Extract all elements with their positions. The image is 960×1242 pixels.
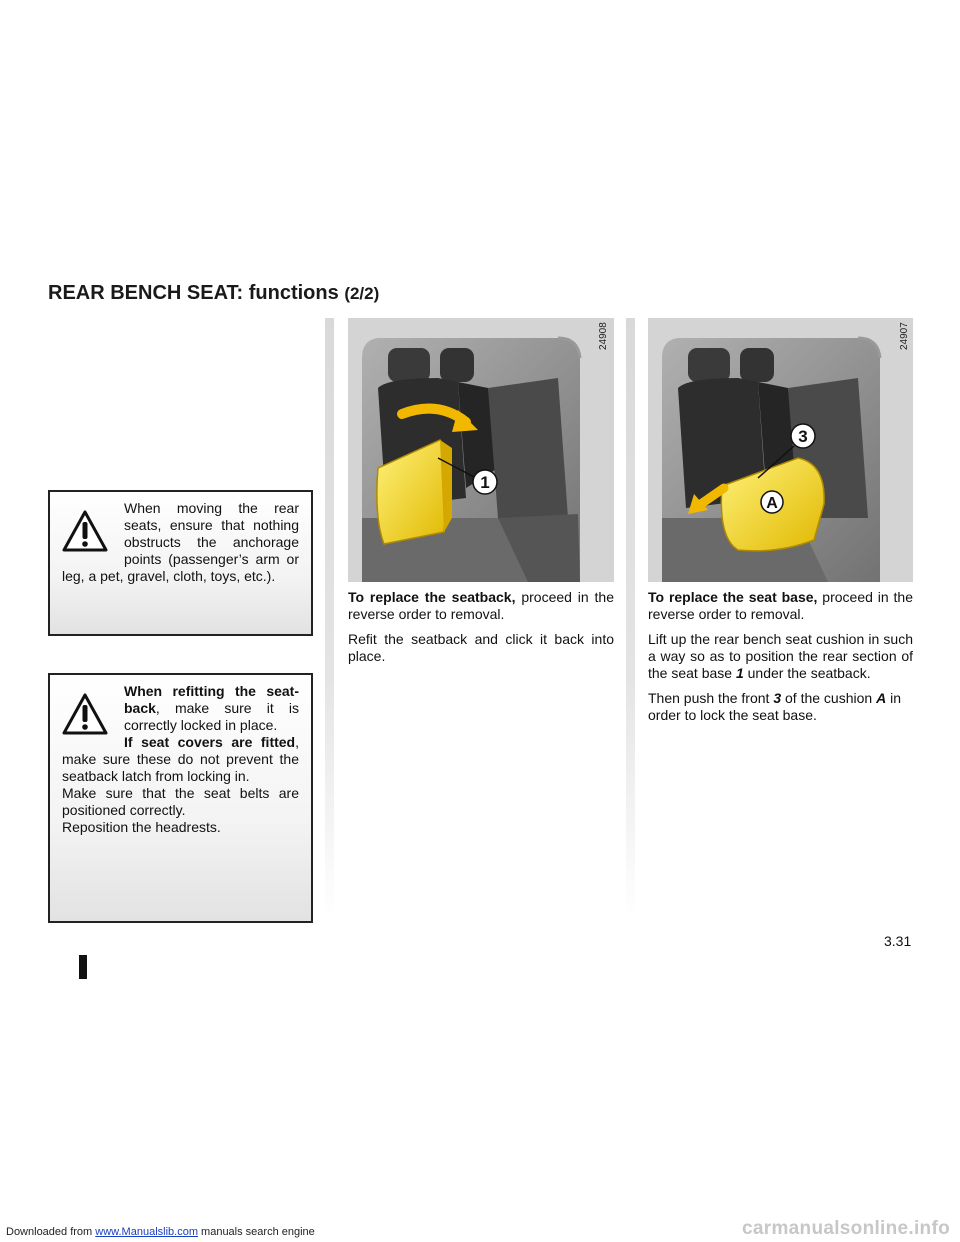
col-2-text: proceed in the reverse order to removal.	[648, 589, 913, 622]
warning-2-para-2	[62, 734, 299, 785]
column-divider-right	[626, 318, 635, 918]
seat-base-illustration	[648, 318, 913, 582]
col-2-para-3	[648, 690, 913, 724]
page-number: 3.31	[884, 933, 912, 949]
col-2-bold: To replace the seat base,	[648, 589, 818, 605]
seatback-illustration	[348, 318, 614, 582]
page-title	[48, 282, 379, 305]
warning-2-bold-1: When refitting the seat-back	[124, 683, 299, 716]
page-edge-marker	[79, 955, 87, 979]
download-note	[6, 1226, 315, 1238]
figure-seatback	[348, 318, 614, 582]
title-sub: (2/2)	[344, 284, 380, 303]
warning-2-bold-2: If seat covers are fitted	[124, 734, 296, 750]
col-2-ref-3: 3	[773, 690, 782, 706]
col-2-ref-1: 1	[735, 665, 744, 681]
col-2-para-3-text-a: Then push the front	[648, 690, 774, 706]
text-column-seatback	[348, 589, 614, 673]
col-1-para-2: Refit the seatback and click it back into place.	[348, 631, 614, 664]
col-2-para-3-text-b: of the cushion	[781, 690, 877, 706]
col-2-para-2	[648, 631, 913, 682]
col-2-ref-a: A	[876, 690, 887, 706]
col-2-para-2-text-b: under the seatback.	[743, 665, 871, 681]
figure-seat-base	[648, 318, 913, 582]
col-2-para-2-text-a: Lift up the rear bench seat cushion in such a way so as to position the rear section of the seat base	[648, 631, 913, 681]
warning-2-line-4: Reposition the headrests.	[62, 819, 221, 835]
text-column-seat-base	[648, 589, 913, 732]
warning-2-text-2: , make sure these do not prevent the seatback latch from locking in.	[62, 734, 299, 784]
figure-1-code: 24908	[598, 322, 609, 350]
callout-a: A	[766, 495, 778, 512]
col-2-para-1	[648, 589, 913, 623]
warning-box-refitting	[48, 673, 313, 923]
title-main: REAR BENCH SEAT: functions	[48, 282, 339, 304]
warning-triangle-icon	[62, 510, 108, 552]
download-note-prefix: Downloaded from	[6, 1226, 96, 1238]
col-2-para-3-text-c: in order to lock the seat base.	[648, 690, 901, 723]
warning-2-text-1: , make sure it is correctly locked in place.	[124, 700, 299, 733]
col-1-bold: To replace the seatback,	[348, 589, 516, 605]
figure-2-code: 24907	[899, 322, 910, 350]
callout-1: 1	[480, 473, 490, 492]
warning-triangle-icon	[62, 693, 108, 735]
warning-2-line-3: Make sure that the seat belts are positioned correctly.	[62, 785, 299, 818]
download-note-suffix: manuals search engine	[197, 1226, 315, 1238]
col-1-para-1	[348, 589, 614, 623]
warning-1-text: When moving the rear seats, ensure that nothing obstructs the anchorage points (passenger’s arm or leg, a pet, gravel, cloth, toys, etc.).	[62, 500, 299, 584]
watermark-text: carmanualsonline.info	[742, 1218, 950, 1239]
manualslib-link[interactable]: www.Manualslib.com	[95, 1226, 198, 1238]
warning-box-seat-movement	[48, 490, 313, 636]
col-1-text: proceed in the reverse order to removal.	[348, 589, 614, 622]
column-divider-left	[325, 318, 334, 918]
callout-3: 3	[798, 427, 808, 446]
